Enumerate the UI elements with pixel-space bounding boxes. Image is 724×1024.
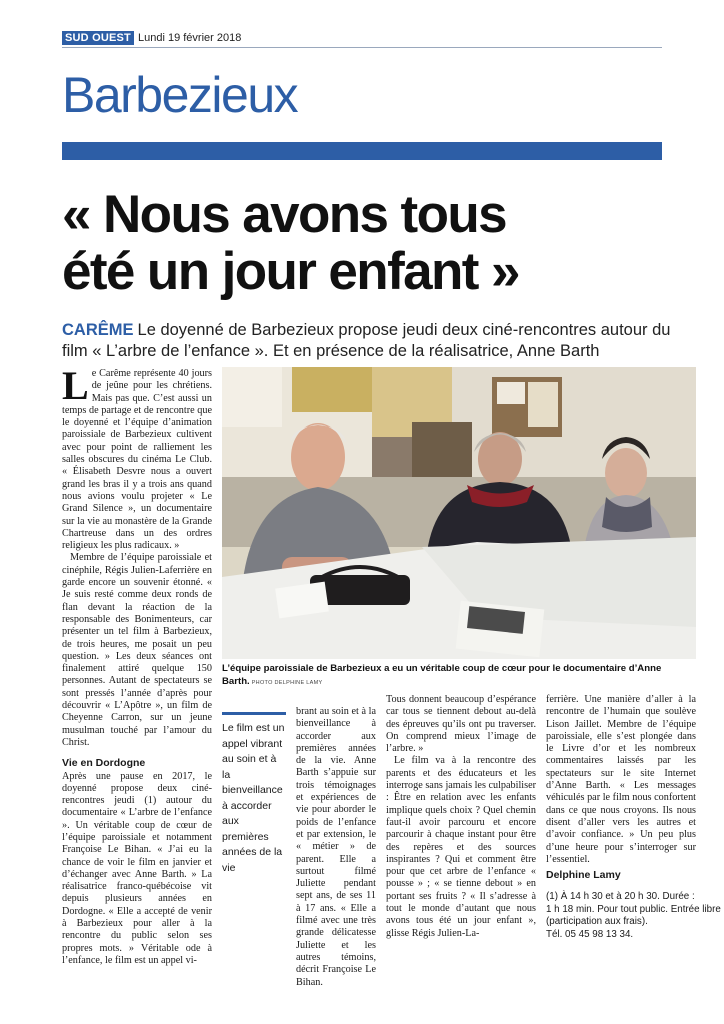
body-paragraph: Le Carême représente 40 jours de jeûne pour les chrétiens. Mais pas que. C’est aussi un temps de partage et de rencontre que le doyenné et l’équipe d’animation paroissiale de Barbezieux cultivent avec pour point de ralliement les salles obscures du cinéma Le Club. « Élisabeth Desvre nous a ouvert grand les bras il y a trois ans quand nous avions voulu projeter « Le Grand Silence », un documentaire sur la vie au monastère de la Grande Chartreuse dans un des ordres religieux les plus radicaux. »	[62, 363, 212, 552]
headline-line-2: été un jour enfant »	[62, 242, 519, 301]
body-paragraph: Membre de l’équipe paroissiale et cinéphile, Régis Julien-Laferrière en garde encore un souvenir étonné. « Je suis resté comme deux ronds de flan devant la réaction de la responsable des Bonimenteurs, car présenter un tel film à Barbezieux, de trois heures, me posait un peu question. » Les deux séances ont finalement attiré quelque 150 personnes. Autant de spectateurs se sont pressés l’année d’après pour découvrir « L’Apôtre », un film de Cheyenne Carron, sur un jeune musulman touché par l’amour du Christ.	[62, 552, 212, 748]
photo-credit: PHOTO DELPHINE LAMY	[251, 679, 323, 686]
caption-text: L’équipe paroissiale de Barbezieux a eu un véritable coup de cœur pour le documentaire d’Anne Barth.	[222, 663, 662, 687]
headline	[62, 186, 672, 300]
drop-cap: L	[62, 363, 89, 408]
photo-caption	[222, 663, 696, 689]
article-photo	[222, 367, 696, 659]
body-paragraph: Après une pause en 2017, le doyenné propose deux ciné-rencontres jeudi (1) autour du documentaire « L’arbre de l’enfance ». Un véritable coup de cœur de l’équipe paroissiale et notamment Françoise Le Bihan. « J’ai eu la chance de voir le film en janvier et d’échanger avec Anne Barth. » La réalisatrice franco-québécoise vit depuis plusieurs années en Dordogne. « Elle a accepté de venir à Barbezieux pour aller à la rencontre du public selon ses propres mots. » Véritable ode à l’enfance, le film est un appel vi-	[62, 770, 212, 966]
section-title: Barbezieux	[62, 67, 298, 123]
photo-illustration	[222, 367, 696, 659]
article-column-1	[62, 363, 212, 967]
subheading: Vie en Dordogne	[62, 757, 146, 770]
lead-kicker: CARÊME	[62, 321, 134, 339]
masthead	[62, 31, 241, 45]
section-bar	[62, 142, 662, 160]
lead-paragraph	[62, 320, 682, 362]
issue-date: Lundi 19 février 2018	[137, 32, 242, 44]
info-line: (participation aux frais).	[546, 916, 648, 928]
info-line: (1) À 14 h 30 et à 20 h 30. Durée :	[546, 891, 695, 903]
pull-quote: Le film est un appel vibrant au soin et à la bienveillance à accorder aux premières années de la vie	[222, 712, 286, 876]
body-paragraph: ferrière. Une manière d’aller à la rencontre de l’humain que soulève Lison Jaillet. Membre de l’équipe paroissiale, elle s’est plongée dans le Livre d’or et les nombreux commentaires laissés par les spectateurs sur le site Internet d’Anne Barth. « Les messages véhiculés par le film nous confortent dans ce que nous croyons. Ils nous disent d’aller vers les autres et d’avoir confiance. » Un peu plus d’une heure pour s’interroger sur l’essentiel.	[546, 694, 696, 865]
article-column-4	[546, 694, 721, 941]
lead-text: Le doyenné de Barbezieux propose jeudi deux ciné-rencontres autour du film « L’arbre de l’enfance ». Et en présence de la réalisatrice, Anne Barth	[62, 321, 671, 360]
author-signature: Delphine Lamy	[546, 869, 621, 882]
body-paragraph: brant au soin et à la bienveillance à accorder aux premières années de la vie. Anne Barth s’appuie sur trois témoignages et expériences de vie pour aborder le poids de l’enfance et par extension, le « métier » de parent. Elle a surtout filmé Juliette pendant sept ans, de ses 11 à 17 ans. « Elle a filmé avec une très grande délicatesse Juliette et les autres témoins, décrit Françoise Le Bihan.	[296, 706, 376, 988]
headline-line-1: « Nous avons tous	[62, 185, 507, 244]
practical-info	[546, 891, 721, 941]
article-column-2	[296, 706, 376, 989]
body-paragraph: Tous donnent beaucoup d’espérance car tous se tiennent debout au-delà des épreuves qu’ils ont pu traverser. On comprend mieux l’image de l’arbre. »	[386, 694, 536, 755]
info-line: Tél. 05 45 98 13 34.	[546, 928, 634, 940]
masthead-rule	[62, 47, 662, 48]
info-line: 1 h 18 min. Pour tout public. Entrée libre	[546, 903, 721, 915]
newspaper-logo: SUD OUEST	[62, 31, 134, 45]
body-paragraph: Le film va à la rencontre des parents et des éducateurs et les interroge sans jamais les culpabiliser : Être en relation avec les enfants implique quels choix ? Quel chemin faut-il avoir parcouru et encore parcourir à chaque instant pour être des repères et des sources inspirantes ? Qui et comment être pour que cet arbre de l’enfance « pousse » ; « se tienne debout » en portant ses fruits ? « Il s’adresse à tout le monde d’autant que nous avons tous été un jour enfant », glisse Régis Julien-La-	[386, 755, 536, 939]
article-column-3	[386, 694, 536, 940]
